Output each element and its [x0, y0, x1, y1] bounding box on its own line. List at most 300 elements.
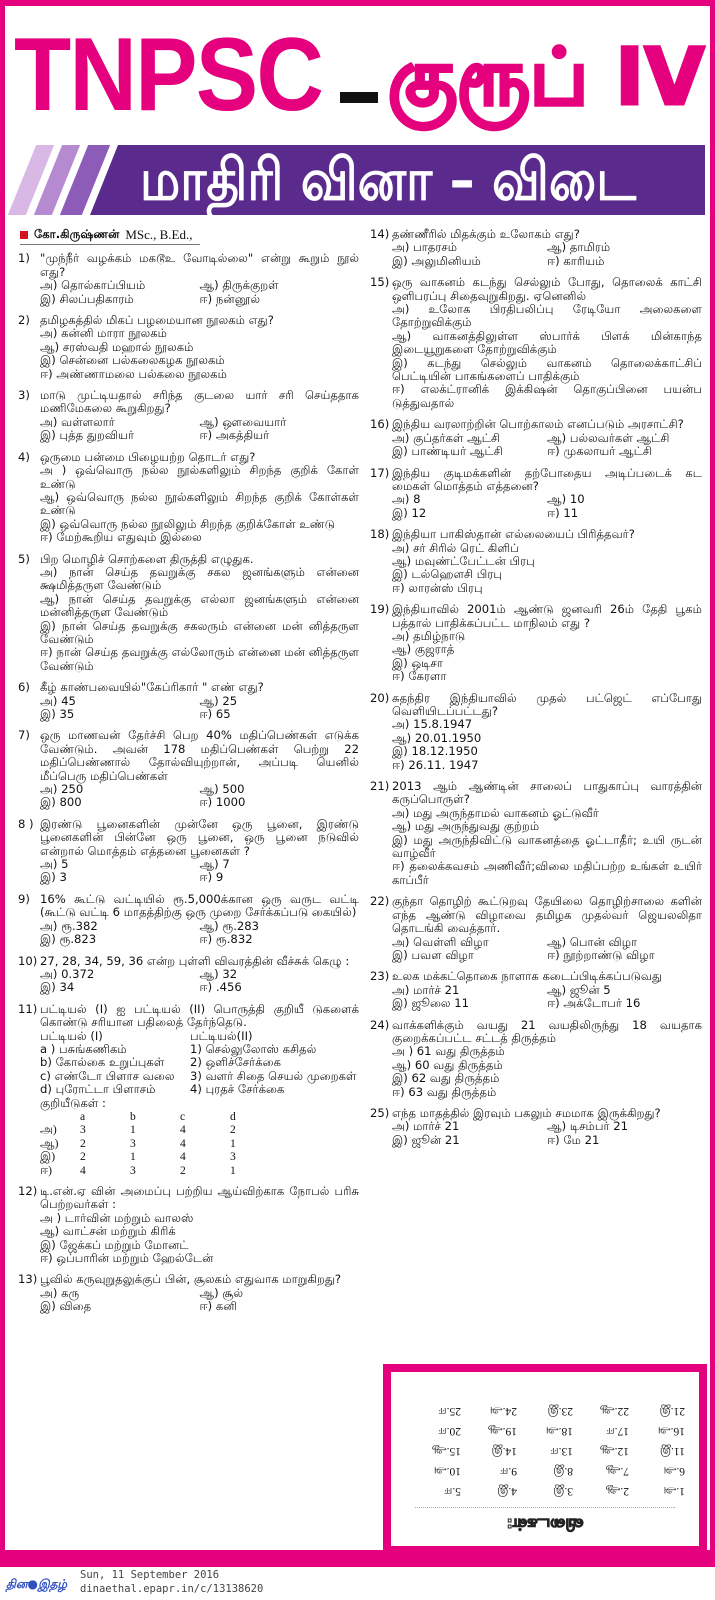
answer-option: அ) 0.372 — [40, 966, 95, 981]
question-number: 21) — [370, 779, 390, 794]
question-text: எந்த மாதத்தில் இரவும் பகலும் சமமாக இருக்கிறது? — [392, 1105, 661, 1120]
answer-option: ஆ) பல்லவர்கள் ஆட்சி — [547, 430, 670, 445]
codes-cell: 3 — [80, 1123, 86, 1137]
title-dash — [340, 92, 378, 103]
answer-option: ஈ) 9 — [199, 870, 224, 885]
answer-options — [392, 630, 702, 684]
answer-item: 14.இ — [491, 1445, 517, 1457]
subtitle-banner — [10, 145, 705, 215]
answer-option: அ ) 61 வது திருத்தம் — [392, 1044, 505, 1059]
question-body — [40, 893, 359, 947]
question-number: 13) — [18, 1272, 38, 1287]
match-item: d) புரோட்டா பிளாசம் — [40, 1082, 156, 1097]
author-degree: MSc., B.Ed., — [125, 227, 193, 242]
match-item: b) கோல்கை உறுப்புகள் — [40, 1055, 165, 1070]
question-number: 20) — [370, 690, 390, 705]
answer-option: ஈ) நூற்றாண்டு விழா — [547, 947, 655, 962]
question — [14, 389, 359, 443]
answer-options — [40, 279, 359, 306]
question-text: 27, 28, 34, 59, 36 என்ற புள்ளி விவரத்தின் வீச்சுக் கெழு : — [40, 953, 350, 968]
answer-options — [392, 493, 702, 520]
answer-option: ஆ) ரூ.283 — [199, 918, 260, 933]
question — [366, 528, 702, 595]
codes-header: b — [130, 1109, 136, 1123]
answer-option: ஆ) சரஸ்வதி மஹால் நூலகம் — [40, 339, 194, 354]
question — [366, 780, 702, 887]
question-body — [392, 780, 702, 887]
answer-option: ஆ) 60 வது திருத்தம் — [392, 1057, 503, 1072]
answer-option: ஆ) தாமிரம் — [547, 240, 611, 255]
answer-option: ஆ) சூல் — [199, 1285, 244, 1300]
question — [366, 692, 702, 772]
answer-option: அ) தொல்காப்பியம் — [40, 278, 146, 293]
question — [14, 553, 359, 674]
answer-option: இ) மது அருந்திவிட்டு வாகனத்தை ஓட்டாதீர்; உயி ருடன் வாழ்வீர் — [392, 832, 702, 861]
answer-option: இ) 3 — [40, 870, 67, 885]
answer-option: ஈ) கனி — [199, 1299, 238, 1314]
answer-options — [40, 783, 359, 810]
author-name: கோ.கிருஷ்ணன் — [34, 227, 120, 241]
answer-item: 15.ஆ — [432, 1445, 461, 1457]
answer-option: ஈ) அகத்தியர் — [199, 428, 270, 443]
left-column — [14, 228, 359, 1322]
question-body — [40, 1185, 359, 1265]
question — [366, 467, 702, 521]
question — [366, 970, 702, 1010]
answer-option: அ) வெள்ளி விழா — [392, 934, 489, 949]
question-text: வாக்களிக்கும் வயது 21 வயதிலிருந்து 18 வயதாக குறைக்கப்பட்ட சட்டத் திருத்தம் — [392, 1017, 702, 1045]
codes-cell: 4 — [180, 1123, 186, 1137]
byline — [20, 228, 200, 245]
question-number: 3) — [18, 388, 30, 403]
answer-option: ஈ) 65 — [199, 707, 231, 721]
answer-item: 5.ஈ — [444, 1485, 461, 1497]
answer-option: அ) மார்ச் 21 — [392, 982, 460, 997]
question-number: 8 ) — [18, 816, 34, 831]
codes-cell: 1 — [230, 1136, 236, 1150]
answer-option: ஆ) குஜராத் — [392, 642, 455, 657]
answer-option: இ) சிலப்பதிகாரம் — [40, 291, 134, 306]
answer-option: அ) பாதரசம் — [392, 240, 458, 255]
publication-date: Sun, 11 September 2016 — [80, 1569, 220, 1581]
answer-options — [40, 920, 359, 947]
answer-option: அ) மது அருந்தாமல் வாகனம் ஓட்டுவீர் — [392, 805, 599, 820]
answer-option: இ) டல்ஹௌசி பிரபு — [392, 567, 502, 582]
answer-option: இ) அலுமினியம் — [392, 253, 481, 268]
answer-item: 8.இ — [553, 1465, 573, 1477]
answer-option: ஈ) கேரளா — [392, 669, 447, 684]
question-body — [40, 955, 359, 995]
question-text: இரண்டு பூனைகளின் முன்னே ஒரு பூனை, இரண்டு பூனைகளின் பின்னே ஒரு பூனை, ஒரு பூனை நடுவில் என்றால் மொத்தம் எத்தனை பூனைகள் ? — [40, 816, 359, 858]
question — [14, 681, 359, 721]
answer-option: இ) சென்னை பல்கலைகழக நூலகம் — [40, 353, 225, 368]
answer-item: 7.ஆ — [605, 1465, 629, 1477]
question-number: 7) — [18, 728, 30, 743]
answer-option: ஆ) 500 — [199, 782, 245, 797]
answer-option: அ) வள்ளலார் — [40, 414, 115, 429]
question-text: 16% கூட்டு வட்டியில் ரூ.5,000க்கான ஒரு வருட வட்டி (கூட்டு வட்டி 6 மாதத்திற்கு ஒரு முறை சேர்க்கப்படு கையில்) — [40, 891, 359, 920]
answer-options — [40, 968, 359, 995]
question-body — [40, 553, 359, 674]
question-body — [40, 681, 359, 721]
answer-options — [392, 718, 702, 772]
question-text: உலக மக்கட்தொகை நாளாக கடைப்பிடிக்கப்படுவது — [392, 969, 663, 984]
question-number: 10) — [18, 953, 38, 968]
codes-cell: 1 — [230, 1163, 236, 1177]
question-text: மாடு முட்டியதால் சரிந்த குடலை யார் சரி செய்ததாக மணிமேகலை கூறுகிறது? — [40, 388, 359, 416]
question-number: 11) — [18, 1001, 38, 1016]
answer-option: இ) 12 — [392, 505, 427, 520]
answer-option: இ) 34 — [40, 980, 75, 995]
question-body — [392, 603, 702, 683]
question-text: சுதந்திர இந்தியாவில் முதல் பட்ஜெட் எப்போது வெளியிடப்பட்டது? — [392, 690, 702, 718]
answer-option: ஈ) எலக்ட்ரானிக் இக்கிஷன் தொகுப்பினை பயன்ப டுத்துவதால் — [392, 382, 702, 410]
question — [14, 314, 359, 381]
answer-option: அ) 45 — [40, 693, 76, 708]
question-text: குந்தா தொழிற் கூட்டுறவு தேயிலை தொழிற்சாலை களின் எந்த ஆண்டு விழாவை தமிழக முதல்வர் ஜெயலலிதா தொடங்கி வைத்தார். — [392, 894, 702, 936]
answer-option: இ) ரூ.823 — [40, 932, 97, 947]
answer-options — [40, 1287, 359, 1314]
answer-option: இ) 18.12.1950 — [392, 744, 478, 759]
answer-options — [40, 327, 359, 381]
question-number: 22) — [370, 894, 390, 909]
question-number: 12) — [18, 1184, 38, 1198]
answer-option: ஆ) 25 — [199, 693, 238, 708]
answer-item: 2.ஆ — [605, 1485, 629, 1497]
question-body — [392, 970, 702, 1010]
answer-option: இ) கடந்து செல்லும் வாகனம் தொலைக்காட்சிப் பெட்டியின் பாகங்களைப் பாதிக்கும் — [392, 355, 702, 384]
match-item: 1) செல்லுலோஸ் கசிதல் — [190, 1041, 317, 1056]
question-number: 14) — [370, 227, 390, 241]
codes-cell: 2 — [80, 1136, 86, 1150]
answer-item: 4.இ — [497, 1485, 517, 1497]
codes-cell: 3 — [230, 1150, 236, 1164]
answer-options — [392, 984, 702, 1011]
answer-option: ஆ) திருக்குறள் — [199, 278, 279, 293]
answer-option: ஆ) 32 — [199, 966, 238, 981]
answer-option: அ) ரூ.382 — [40, 918, 98, 933]
answer-option: அ) 8 — [392, 492, 421, 507]
question-body — [40, 314, 359, 381]
codes-cell: 3 — [130, 1136, 136, 1150]
answer-option: இ) ஒவ்வொரு நல்ல நூலிலும் சிறந்த குறிக்கோள் உண்டு — [40, 516, 335, 531]
answer-option: ஈ) அண்ணாமலை பல்கலை நூலகம் — [40, 366, 227, 381]
answer-item: 20.ஈ — [438, 1425, 461, 1437]
question-body — [40, 451, 359, 545]
answer-option: அ) உலோக பிரதிபலிப்பு ரேடியோ அலைகளை தோற்றுவிக்கும் — [392, 302, 702, 330]
answer-item: 13.ஈ — [550, 1445, 573, 1457]
answer-item: 22.ஆ — [600, 1405, 629, 1417]
question-number: 16) — [370, 417, 390, 432]
match-item: 3) வளர் சிதை செயல் முறைகள் — [190, 1068, 357, 1083]
answer-option: அ ) டார்வின் மற்றும் வாலஸ் — [40, 1210, 194, 1225]
bullet-square-icon — [20, 231, 28, 239]
answer-option: அ) குப்தர்கள் ஆட்சி — [392, 430, 501, 445]
question — [14, 1273, 359, 1313]
codes-cell: 4 — [180, 1136, 186, 1150]
question-body — [392, 895, 702, 962]
answers-title: விடைகள்: — [415, 1507, 675, 1534]
answer-option: ஆ) ஔவையார் — [199, 414, 287, 429]
question — [14, 451, 359, 545]
answer-option: ஈ) மேற்கூறிய எதுவும் இல்லை — [40, 530, 202, 545]
codes-cell: 1 — [130, 1123, 136, 1137]
question-body — [392, 692, 702, 772]
answer-item: 18.அ — [545, 1425, 573, 1437]
answer-option: ஈ) முகலாயர் ஆட்சி — [547, 444, 653, 459]
answer-item: 21.இ — [659, 1405, 685, 1417]
answer-option: அ ) ஒவ்வொரு நல்ல நூல்களிலும் சிறந்த குறிக் கோள் உண்டு — [40, 463, 359, 491]
answer-options — [40, 695, 359, 722]
question-text: தண்ணீரில் மிதக்கும் உலோகம் எது? — [392, 227, 580, 241]
answer-option: ஈ) அக்டோபர் 16 — [547, 996, 641, 1011]
question-number: 4) — [18, 449, 30, 464]
question-text: ஒருமை பன்மை பிழையற்ற தொடர் எது? — [40, 449, 256, 464]
answer-option: அ) தமிழ்நாடு — [392, 628, 466, 643]
question — [14, 893, 359, 947]
match-item: a ) பசுங்கணிகம் — [40, 1041, 127, 1056]
question — [366, 1107, 702, 1147]
codes-cell: ஆ) — [40, 1136, 59, 1150]
answer-options — [40, 1212, 359, 1266]
footer — [0, 1567, 715, 1600]
question-text: இந்தியாவில் 2001ம் ஆண்டு ஜனவரி 26ம் தேதி பூகம் பத்தால் பாதிக்கப்பட்ட மாநிலம் எது ? — [392, 602, 702, 630]
question-text: ஒரு மாணவன் தேர்ச்சி பெற 40% மதிப்பெண்கள் எடுக்க வேண்டும். அவன் 178 மதிப்பெண்கள் பெற்று 22 மதிப்பெண்ணால் தோல்வியுற்றான், அப்படி யெனில் மீப்பெரு மதிப்பெண்கள் — [40, 728, 359, 783]
answer-options — [40, 464, 359, 544]
answer-item: 17.ஈ — [606, 1425, 629, 1437]
answer-option: இ) ஒடிசா — [392, 655, 443, 670]
codes-cell: ஈ) — [40, 1163, 53, 1177]
subtitle: மாதிரி வினா – விடை — [140, 146, 637, 214]
answer-item: 25.ஈ — [438, 1405, 461, 1417]
answer-options — [40, 566, 359, 673]
match-item: c) எண்டோ பிளாச வலை — [40, 1068, 175, 1083]
answer-option: அ) மார்ச் 21 — [392, 1119, 460, 1134]
question-text: இந்திய வரலாற்றின் பொற்காலம் எனப்படும் அரசாட்சி? — [392, 417, 684, 432]
answer-item: 24.அ — [489, 1405, 517, 1417]
question-list — [366, 228, 702, 1147]
match-item: 2) ஒளிச்சேர்க்கை — [190, 1055, 282, 1070]
question-text: பூவில் கருவுறுதலுக்குப் பின், சூலகம் எதுவாக மாறுகிறது? — [40, 1272, 342, 1287]
answer-option: ஈ) 1000 — [199, 795, 246, 810]
codes-cell: அ) — [40, 1123, 57, 1137]
answer-option: ஈ) 26.11. 1947 — [392, 757, 479, 772]
question-text: தமிழகத்தில் மிகப் பழமையான நூலகம் எது? — [40, 313, 274, 328]
answer-option: ஈ) தலைக்கவசம் அணிவீர்;விலை மதிப்பற்ற உங்கள் உயிர் காப்பீர் — [392, 859, 702, 887]
answer-option: ஆ) 10 — [547, 492, 585, 507]
answer-item: 11.இ — [659, 1445, 685, 1457]
question-number: 1) — [18, 251, 30, 266]
question-body — [392, 276, 702, 410]
answer-options — [392, 542, 702, 596]
question-text: இந்தியா பாகிஸ்தான் எல்லையைப் பிரித்தவர்? — [392, 527, 635, 542]
codes-cell: 1 — [130, 1150, 136, 1164]
answer-option: இ) 35 — [40, 707, 75, 721]
question-body — [40, 252, 359, 306]
question — [14, 252, 359, 306]
answer-option: இ) ஜூலை 11 — [392, 996, 469, 1011]
answer-option: ஆ) வாகனத்திலுள்ள ஸ்பார்க் பிளக் மின்காந்த இடையூறுகளை தோற்றுவிக்கும் — [392, 328, 702, 357]
match-lists — [40, 1030, 359, 1097]
question-number: 6) — [18, 680, 30, 695]
codes-cell: இ) — [40, 1150, 56, 1164]
answer-option: ஈ) மே 21 — [547, 1132, 600, 1147]
answer-option: இ) ஜூன் 21 — [392, 1132, 460, 1147]
answer-option: ஈ) நன்னூல் — [199, 291, 261, 306]
answer-item: 3.இ — [553, 1485, 573, 1497]
answer-options — [392, 936, 702, 963]
answers-box — [383, 1364, 707, 1554]
right-column — [366, 228, 702, 1155]
answer-options — [392, 241, 702, 268]
question-body — [40, 1003, 359, 1177]
question-text: பிற மொழிச் சொற்களை திருத்தி எழுதுக. — [40, 551, 254, 566]
title-tamil: குரூப் IV — [388, 33, 705, 123]
answer-item: 10.அ — [433, 1465, 461, 1477]
list-header: பட்டியல் (I) — [40, 1028, 103, 1043]
list-header: பட்டியல்(II) — [190, 1028, 253, 1043]
answer-item: 12.ஆ — [600, 1445, 629, 1457]
question-text: கீழ் காண்பவையில்"கேப்ரிகார் " எண் எது? — [40, 680, 264, 695]
question-body — [392, 528, 702, 595]
answer-item: 19.ஆ — [488, 1425, 517, 1437]
answer-item: 23.இ — [547, 1405, 573, 1417]
answer-option: ஆ) டிசம்பர் 21 — [547, 1119, 628, 1134]
answer-item: 16.அ — [657, 1425, 685, 1437]
answer-option: இ) நான் செய்த தவறுக்கு சகலரும் என்னை மன் னித்தருள வேண்டும் — [40, 618, 359, 646]
question-number: 17) — [370, 465, 390, 480]
question-body — [392, 467, 702, 521]
answer-option: ஆ) மது அருந்துவது குற்றம் — [392, 819, 540, 834]
answer-options — [392, 303, 702, 410]
answers-grid — [405, 1403, 685, 1497]
question-text: இந்திய குடிமக்களின் தற்போதைய அடிப்படைக் கட மைகள் மொத்தம் எத்தனை? — [392, 465, 702, 493]
codes-header — [40, 1110, 80, 1123]
answer-options — [392, 807, 702, 887]
codes-cell: 4 — [180, 1150, 186, 1164]
codes-cell: 2 — [80, 1150, 86, 1164]
question-number: 25) — [370, 1105, 390, 1120]
answer-option: ஈ) ஒப்பாரின் மற்றும் ஹேல்டேன் — [40, 1251, 214, 1266]
answer-option: இ) பவள விழா — [392, 947, 474, 962]
question-body — [392, 1107, 702, 1147]
answer-option: ஈ) 63 வது திருத்தம் — [392, 1084, 497, 1099]
question-body — [40, 1273, 359, 1313]
answer-options — [392, 432, 702, 459]
question — [14, 818, 359, 885]
answer-item: 6.அ — [663, 1465, 685, 1477]
question-body — [40, 818, 359, 885]
question-body — [392, 228, 702, 268]
question-number: 2) — [18, 313, 30, 328]
question — [14, 955, 359, 995]
publication-logo: தின●இதழ் — [6, 1577, 68, 1591]
answer-options — [40, 416, 359, 443]
question-number: 24) — [370, 1017, 390, 1032]
question-number: 15) — [370, 275, 390, 290]
question — [366, 276, 702, 410]
answer-item: 1.அ — [663, 1485, 685, 1497]
question-text: டி.என்.ஏ வின் அமைப்பு பற்றிய ஆய்விற்காக நோபல் பரிசு பெற்றவர்கள் : — [40, 1184, 359, 1212]
question — [14, 1003, 359, 1177]
answer-option: அ) கன்னி மாரா நூலகம் — [40, 326, 167, 341]
question-text: பட்டியல் (I) ஐ பட்டியல் (II) பொருத்தி குறியீ டுகளைக் கொண்டு சரியான பதிலைத் தேர்ந்தெடு. — [40, 1001, 359, 1030]
question — [366, 418, 702, 458]
question — [366, 1019, 702, 1099]
answer-option: அ) 15.8.1947 — [392, 717, 473, 732]
answer-option: இ) 800 — [40, 795, 82, 810]
question-body — [392, 1019, 702, 1099]
codes-header: d — [230, 1109, 236, 1123]
question — [14, 729, 359, 809]
question-text: ஒரு வாகனம் கடந்து செல்லும் போது, தொலைக் காட்சி ஒளிபரப்பு சிதைவுறுகிறது. ஏனெனில் — [392, 275, 702, 303]
answer-option: ஆ) பொன் விழா — [547, 934, 638, 949]
answer-options — [40, 858, 359, 885]
question-text: "முந்நீர் வழக்கம் மகடூஉ வோடில்லை" என்று கூறும் நூல் எது? — [40, 251, 359, 279]
answer-options — [392, 1045, 702, 1099]
answer-option: ஆ) 7 — [199, 857, 230, 872]
question — [366, 895, 702, 962]
question-number: 23) — [370, 969, 390, 984]
question-number: 19) — [370, 602, 390, 617]
answer-option: ஈ) லாரன்ஸ் பிரபு — [392, 580, 483, 595]
publication-url[interactable]: dinaethal.epapr.in/c/13138620 — [80, 1583, 264, 1595]
answer-option: ஆ) ஜூன் 5 — [547, 982, 611, 997]
answer-option: ஆ) நான் செய்த தவறுக்கு எல்லா ஜனங்களும் என்னை மன்னித்தருள வேண்டும் — [40, 591, 359, 620]
answer-option: இ) ஜேக்கப் மற்றும் மோனட் — [40, 1237, 189, 1252]
answer-option: அ) சர் சிரில் ரெட் கிளிப் — [392, 540, 519, 555]
question-body — [40, 729, 359, 809]
answer-option: இ) விதை — [40, 1299, 92, 1314]
codes-cell: 3 — [130, 1163, 136, 1177]
answer-option: இ) புத்த துறவியர் — [40, 428, 135, 443]
answer-option: ஈ) 11 — [547, 505, 579, 520]
question-body — [40, 389, 359, 443]
answer-option: ஈ) ரூ.832 — [199, 932, 253, 947]
answer-option: இ) பாண்டியர் ஆட்சி — [392, 444, 503, 459]
question-number: 18) — [370, 527, 390, 542]
codes-cell: 4 — [80, 1163, 86, 1177]
codes-cell: 2 — [230, 1123, 236, 1137]
question-number: 9) — [18, 891, 30, 906]
match-item: 4) புரதச் சேர்க்கை — [190, 1082, 285, 1097]
answer-option: ஈ) நான் செய்த தவறுக்கு எல்லோரும் என்னை மன் னித்தருள வேண்டும் — [40, 645, 359, 673]
answer-option: ஈ) .456 — [199, 980, 242, 995]
masthead — [10, 14, 705, 134]
answer-option: அ) 5 — [40, 857, 69, 872]
answer-option: இ) 62 வது திருத்தம் — [392, 1071, 500, 1086]
title-english: TNPSC — [14, 17, 323, 133]
answers-inverted — [391, 1372, 699, 1546]
question-body — [392, 418, 702, 458]
question — [366, 603, 702, 683]
answer-option: ஆ) மவுண்ட்பேட்டன் பிரபு — [392, 553, 535, 568]
answer-option: ஆ) 20.01.1950 — [392, 730, 482, 745]
codes-cell: 2 — [180, 1163, 186, 1177]
answer-option: அ) 250 — [40, 782, 84, 797]
codes-header: a — [80, 1109, 86, 1123]
answer-item: 9.ஈ — [500, 1465, 517, 1477]
question — [14, 1185, 359, 1265]
answer-options — [392, 1120, 702, 1147]
answer-option: ஆ) வாட்சன் மற்றும் கிரிக் — [40, 1224, 176, 1239]
question-list — [14, 252, 359, 1313]
answer-option: ஈ) காரியம் — [547, 253, 605, 268]
codes-header: c — [180, 1109, 186, 1123]
question — [366, 228, 702, 268]
answer-option: ஆ) ஒவ்வொரு நல்ல நூல்களிலும் சிறந்த குறிக் கோள்கள் உண்டு — [40, 489, 359, 518]
question-text: 2013 ஆம் ஆண்டின் சாலைப் பாதுகாப்பு வாரத்தின் கருப்பொருள்? — [392, 779, 702, 807]
